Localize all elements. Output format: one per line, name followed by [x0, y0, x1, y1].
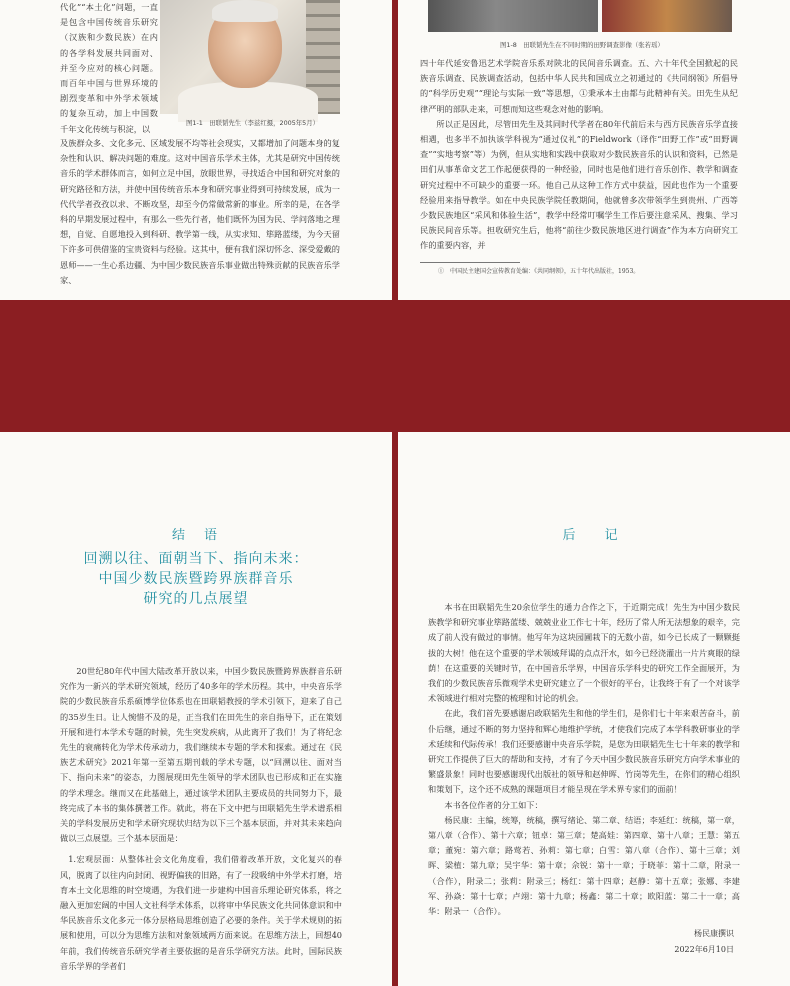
chapter-title — [40, 526, 352, 609]
title-line: 研究的几点展望 — [143, 591, 249, 607]
paragraph: 本书各位作者的分工如下： — [444, 799, 543, 810]
paragraph: 在此，我们首先要感谢启政联韬先生和他的学生们，是你们七十年来艰苦奋斗，前仆后继，通过不断的努力坚持和辉心地维护学统，才使我们完成了本学科教研事业的学术延续和代际传承！我们还要感谢中央音乐学院，是您为田联韬先生七十年来的教学和研究工作提供了巨大的帮助和支持，才有了今天中国少数民族音乐研究方向学术事业的繁盛景象！同时也要感谢现代出版社的领导和赵伸晖、竹岗等先生，在你们的精心组织和策划下，这个还不成熟的课题项目才能呈现在学术界专家们的面前！ — [428, 708, 740, 795]
text-column — [60, 0, 158, 137]
footnote: ① 中国民主建国会宣传教育处编：《共同纲领》，五十年代出版社，1953。 — [438, 268, 640, 275]
signer: 杨民康撰识 — [694, 929, 734, 938]
photo — [428, 0, 598, 32]
footnote-rule — [420, 262, 520, 263]
chapter-label: 结 语 — [171, 528, 220, 543]
photo — [602, 0, 732, 32]
paragraph: 杨民康：主编，统筹，统稿，撰写绪论、第二章、结语；李延红：统稿，第一章，第八章（合作）、第十六章；钮卓：第三章；楚高娃：第四章、第十八章；王慧：第五章；董宛：第六章；路莺若、孙莉：第七章；白雪：第八章（合作）、第十三章；刘晖、梁植：第九章；吴宇华：第十章；佘锐：第十一章；于晓菲：第十二章，附录一（合作），附录二；张莉：附录三；杨红：第十四章；赵静：第十五章；张娜、李建军、孙焱：第十七章；卢翊：第十九章；杨鑫：第二十章；欧阳蓝：第二十一章；高华：附录一（合作）。 — [428, 814, 740, 917]
text-block — [60, 136, 340, 288]
photo-caption: 图1-8 田联韬先生在不同时期的田野调查影像（张若瑶） — [500, 41, 664, 49]
text-block — [420, 56, 738, 254]
paragraph: 四十年代延安鲁迅艺术学院音乐系对陕北的民间音乐调查。五、六十年代全国掀起的民族音乐调查、民族调查活动，包括中华人民共和国成立之初通过的《共同纲领》所倡导的“科学历史观”“理论与实际一致”等思想，①秉承本土由都与此精神有关。田先生从纪律严明的部队走来，可想而知这些观念对他的影响。 — [420, 58, 738, 114]
title-line: 中国少数民族暨跨界族群音乐 — [98, 571, 294, 587]
text-block — [60, 664, 342, 974]
text-block — [428, 600, 740, 919]
date: 2022年6月10日 — [674, 945, 734, 954]
page-bottom-right — [398, 432, 790, 986]
paragraph: 及族群众多、文化多元、区域发展不均等社会现实，又都增加了问题本身的复杂性和认识、解决问题的难度。这对中国音乐学术主体，尤其是研究中国传统音乐的学术群体而言，如何立足中国，放眼世界，寻找适合中国和研究对象的研究路径和方法，并使中国传统音乐本身和研究事业得到可持续发展，成为一代代学者孜孜以求、不断攻坚，却至今仍常做常新的事业。所幸的是，在各学科的早期发展过程中，有那么一些先行者，他们既怀为国为民、学问落地之理想，自觉、自愿地投入到科研、教学第一线，从实求知、筚路蓝缕，为今天留下许多可供借鉴的宝贵资料与经验。这其中，便有我们深切怀念、深受爱戴的恩师——一生心系边疆、为中国少数民族音乐事业做出特殊贡献的民族音乐学家、 — [60, 138, 340, 285]
page-bottom-left — [0, 432, 392, 986]
paragraph: 1.宏观层面：从整体社会文化角度看，我们借着改革开放，文化复兴的春风，脱离了以往内向封闭、视野偏狭的旧路，有了一段吸纳中外学术打磨，培育本土文化思维的时空境遇，为我们进一步建构中国音乐理论研究体系，将之融入更加宏阔的中国人文社科学术体系，以将审中华民族文化共同体意识和中华民族音乐文化多元一体分层格局思维创造了必要的条件。关于学术规则的拓展和使用，可以分为思维方法和对象领域两方面来说。在思维方法上，回想40年前，我们传统音乐研究学者主要依据的是音乐学研究方法。此时，国际民族音乐学界的学者们 — [60, 854, 342, 971]
signature-block — [674, 926, 734, 958]
chapter-title: 后 记 — [562, 528, 626, 543]
photo-caption: 图1-1 田联韬先生（李兹红摄，2005年5月） — [186, 119, 320, 127]
red-divider-band — [0, 300, 790, 432]
paragraph: 本书在田联韬先生20余位学生的通力合作之下，于近期完成！先生为中国少数民族教学和研究事业筚路蓝缕、兢兢业业工作七十年，经历了常人所无法想象的艰辛，完成了前人没有做过的事情。他写年为这块园圃栽下的无数小苗，如今已长成了一颗颗挺拔的大树！他在这个重要的学术领域拜谒的点点汗水，如今已经浇灌出一片片爽眼的绿荫！在这重要的关键时节，在中国音乐学界，中国音乐学科史的研究工作全面展开，为我们的少数民族音乐微观学术史研究建立了一个很好的平台，让我终于有了一个对该学术领域进行相对完整的梳理和讨论的机会。 — [428, 602, 740, 704]
paragraph: 所以正是因此，尽管田先生及其同时代学者在80年代前后未与西方民族音乐学直接相遇，也多半不加执该学科视为“通过仪礼”的Fieldwork（译作“田野工作”或“田野调查”“实地考察”等）为例，但从实地和实践中获取对少数民族音乐的认识和资料，已然是田们从事革命文艺工作起便获得的一种经验，同时也是他们进行音乐创作、教学和调查研究过程中不可缺少的重要一环。他自己从这种工作方式中获益，因此也作为一个重要经验用来指导教学。如在中央民族学院任教期间，他就曾多次带领学生到贵州、广西等少数民族地区“采风和体验生活”，教学中经常叮嘱学生工作后要注意采风、搜集、学习民族民间音乐等。担收研究生后，他将“前往少数民族地区进行调查”作为本方向研究工作的重要内容，并 — [420, 118, 738, 251]
page-top-left — [0, 0, 392, 300]
paragraph: 代化”“本土化”问题，一直是包含中国传统音乐研究（汉族和少数民族）在内的各学科发展共同面对、并至今应对的核心问题。而百年中国与世界环境的剧烈变革和中外学术领域的复杂互动，加上中国数千年文化传统与积淀，以 — [60, 2, 158, 134]
portrait-photo — [160, 0, 340, 114]
paragraph: 20世纪80年代中国大陆改革开放以来，中国少数民族暨跨界族群音乐研究作为一新兴的学术研究领域，经历了40多年的学术历程。其中，中央音乐学院的少数民族音乐系硕博学位体系也在田联韬教授的学术引领下，迎来了自己的35岁生日。让人惋惜不及的是，正当我们在田先生的亲自指导下，正在策划开展和进行本学术专题的时候，先生突发疾病，从此离开了我们！为了将纪念先生的衰痛转化为学术传承动力，我们继续本专题的学术和探索。通过在《民族艺术研究》2021年第一至第五期刊载的学术专题，以“回溯以往、面对当下、指向未来”的姿态，力图展现田先生领导的学术团队也已形成和正在实施的学术理念。继而又在此基础上，通过该学术团队主要成员的共同努力下，最终完成了本书的集体撰著工作。就此，将在下文中把与田联韬先生学术谱系相关的学科发展历史和学术研究现状归结为以下三个基本层面，并对其未来趋向做以三点展望。三个基本层面是： — [60, 666, 342, 844]
page-top-right — [398, 0, 790, 300]
field-photos — [428, 0, 728, 32]
title-line: 回溯以往、面朝当下、指向未来： — [83, 551, 309, 567]
